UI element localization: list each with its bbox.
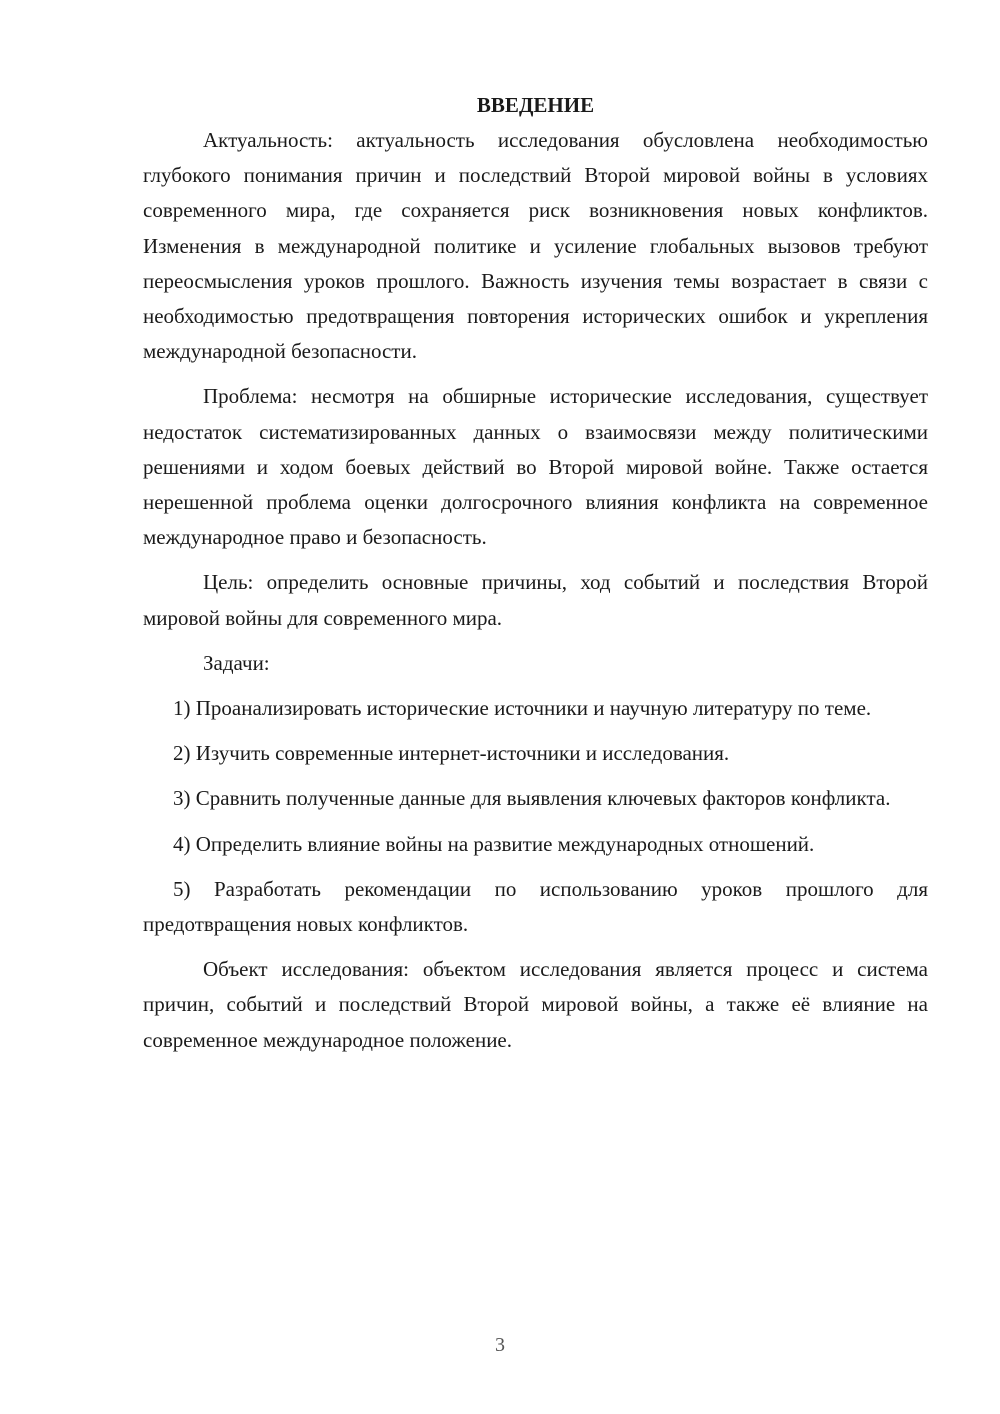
- task-item: 4) Определить влияние войны на развитие международных отношений.: [173, 831, 815, 856]
- task-item: 1) Проанализировать исторические источники и научную литературу по теме.: [173, 696, 872, 721]
- tasks-heading: Задачи:: [203, 650, 270, 675]
- goal-paragraph: Цель: определить основные причины, ход событий и последствия Второй мировой войны для современного мира.: [143, 570, 928, 630]
- document-page: [143, 88, 928, 1068]
- task-item: 2) Изучить современные интернет-источники и исследования.: [173, 741, 730, 766]
- relevance-paragraph: Актуальность: актуальность исследования обусловлена необходимостью глубокого понимания причин и последствий Второй мировой войны в условиях современного мира, где сохраняется риск возникновения новых конфликтов. Изменения в международной политике и усиление глобальных вызовов требуют переосмысления уроков прошлого. Важность изучения темы возрастает в связи с необходимостью предотвращения повторения исторических ошибок и укрепления международной безопасности.: [143, 128, 928, 364]
- object-paragraph: Объект исследования: объектом исследования является процесс и система причин, событий и последствий Второй мировой войны, а также её влияние на современное международное положение.: [143, 957, 928, 1052]
- section-title: ВВЕДЕНИЕ: [476, 93, 595, 117]
- page-number: 3: [495, 1334, 505, 1356]
- problem-paragraph: Проблема: несмотря на обширные исторические исследования, существует недостаток систематизированных данных о взаимосвязи между политическими решениями и ходом боевых действий во Второй мировой войне. Также остается нерешенной проблема оценки долгосрочного влияния конфликта на современное международное право и безопасность.: [143, 384, 928, 550]
- task-item: 5) Разработать рекомендации по использованию уроков прошлого для предотвращения новых конфликтов.: [143, 876, 928, 937]
- task-item: 3) Сравнить полученные данные для выявления ключевых факторов конфликта.: [173, 786, 891, 811]
